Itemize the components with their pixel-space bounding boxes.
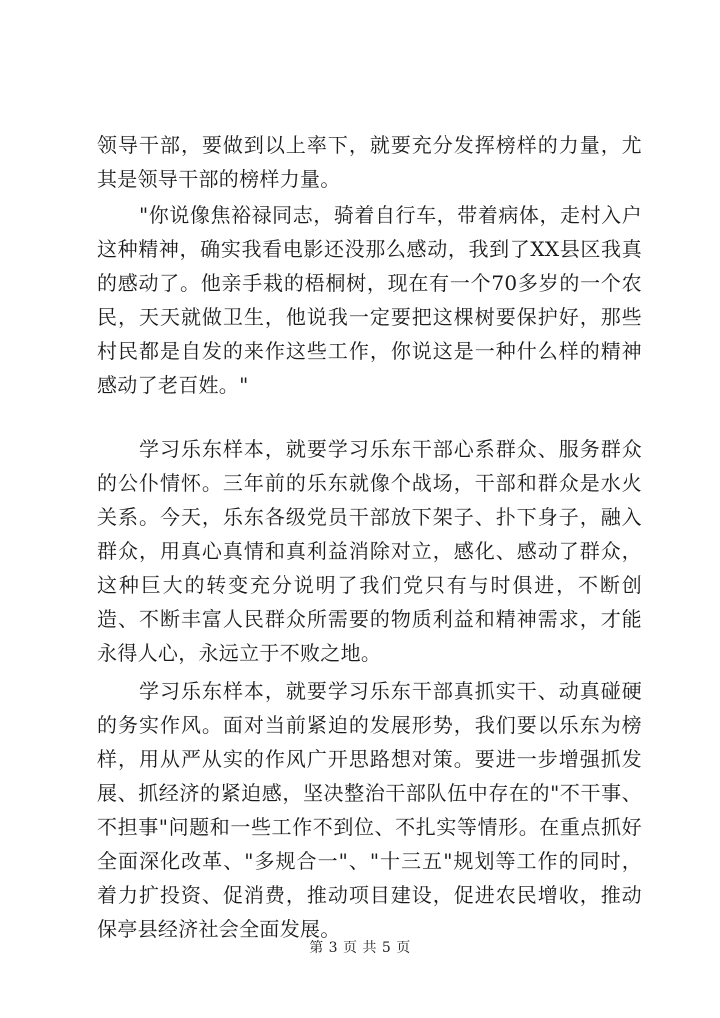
document-body	[97, 128, 642, 946]
page-number-footer: 第 3 页 共 5 页	[309, 940, 411, 956]
paragraph-3: 学习乐东样本，就要学习乐东干部心系群众、服务群众的公仆情怀。三年前的乐东就像个战场，干部和群众是水火关系。今天，乐东各级党员干部放下架子、扑下身子，融入群众，用真心真情和真利益消除对立，感化、感动了群众，这种巨大的转变充分说明了我们党只有与时俱进，不断创造、不断丰富人民群众所需要的物质利益和精神需求，才能永得人心，永远立于不败之地。	[97, 437, 642, 665]
paragraph-1: 领导干部，要做到以上率下，就要充分发挥榜样的力量，尤其是领导干部的榜样力量。	[97, 133, 642, 191]
paragraph-2-quote: "你说像焦裕禄同志，骑着自行车，带着病体，走村入户这种精神，确实我看电影还没那么感动，我到了XX县区我真的感动了。他亲手栽的梧桐树，现在有一个70多岁的一个农民，天天就做卫生，他说我一定要把这棵树要保护好，那些村民都是自发的来作这些工作，你说这是一种什么样的精神感动了老百姓。"	[97, 203, 642, 397]
paragraph-4: 学习乐东样本，就要学习乐东干部真抓实干、动真碰硬的务实作风。面对当前紧迫的发展形势，我们要以乐东为榜样，用从严从实的作风广开思路想对策。要进一步增强抓发展、抓经济的紧迫感，坚决整治干部队伍中存在的"不干事、不担事"问题和一些工作不到位、不扎实等情形。在重点抓好全面深化改革、"多规合一"、"十三五"规划等工作的同时，着力扩投资、促消费，推动项目建设，促进农民增收，推动保亭县经济社会全面发展。	[97, 679, 642, 941]
